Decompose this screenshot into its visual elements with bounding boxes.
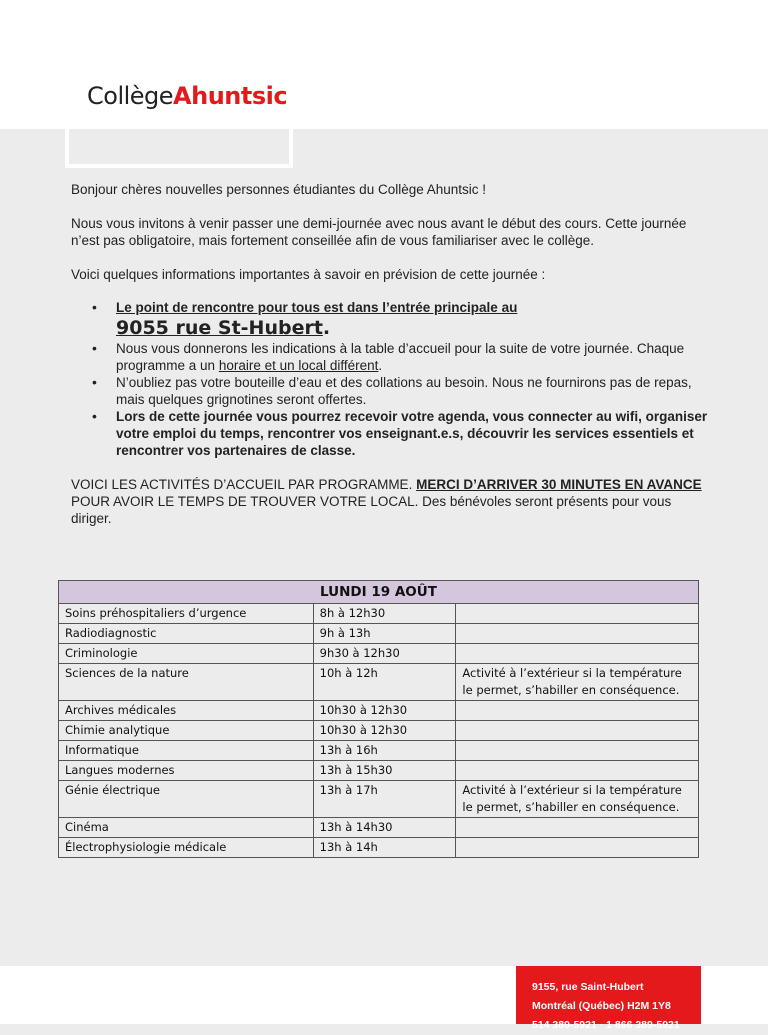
cell-note	[456, 624, 699, 644]
cell-time: 10h à 12h	[313, 664, 456, 701]
header-frame-decoration	[65, 126, 293, 168]
activities-part1: VOICI LES ACTIVITÉS D’ACCUEIL PAR PROGRAMME.	[71, 477, 417, 492]
address-text: 9055 rue St-Hubert	[116, 317, 323, 339]
arrive-early-notice: MERCI D’ARRIVER 30 MINUTES EN AVANCE	[416, 477, 702, 492]
cell-note	[456, 818, 699, 838]
cell-program: Génie électrique	[59, 781, 314, 818]
college-logo	[87, 80, 287, 112]
list-item	[71, 299, 711, 340]
table-row	[59, 604, 699, 624]
cell-program: Criminologie	[59, 644, 314, 664]
table-row	[59, 761, 699, 781]
table-row	[59, 624, 699, 644]
cell-note	[456, 838, 699, 858]
cell-note: Activité à l’extérieur si la température le permet, s’habiller en conséquence.	[456, 781, 699, 818]
activities-part2: POUR AVOIR LE TEMPS DE TROUVER VOTRE LOCAL. Des bénévoles seront présents pour vous diriger.	[71, 494, 672, 526]
cell-time: 13h à 14h30	[313, 818, 456, 838]
footer-phone: 514 389-5921 · 1 866 389-5921	[532, 1019, 680, 1031]
bullet4-text: Lors de cette journée vous pourrez recevoir votre agenda, vous connecter au wifi, organiser votre emploi du temps, rencontrer vos enseignant.e.s, découvrir les services essentiels et rencontrer vos partenaires de classe.	[116, 409, 708, 458]
schedule-table	[58, 580, 699, 858]
table-row	[59, 664, 699, 701]
cell-note	[456, 644, 699, 664]
cell-program: Archives médicales	[59, 701, 314, 721]
header	[0, 0, 768, 129]
cell-time: 10h30 à 12h30	[313, 721, 456, 741]
cell-time: 9h à 13h	[313, 624, 456, 644]
bullet2-part2: .	[378, 358, 383, 373]
table-row	[59, 721, 699, 741]
invitation-paragraph: Nous vous invitons à venir passer une demi-journée avec nous avant le début des cours. Cette journée n’est pas obligatoire, mais fortement conseillée afin de vous familiariser avec le collège.	[71, 216, 687, 248]
bullet2-part1: Nous vous donnerons les indications à la table d’accueil pour la suite de votre journée. Chaque programme a un	[116, 341, 685, 373]
table-row	[59, 644, 699, 664]
cell-time: 13h à 15h30	[313, 761, 456, 781]
meeting-point-text: Le point de rencontre pour tous est dans l’entrée principale au	[116, 300, 518, 315]
cell-program: Chimie analytique	[59, 721, 314, 741]
greeting: Bonjour chères nouvelles personnes étudiantes du Collège Ahuntsic !	[71, 182, 487, 197]
cell-note	[456, 721, 699, 741]
cell-program: Radiodiagnostic	[59, 624, 314, 644]
cell-note	[456, 701, 699, 721]
bullet3-text: N’oubliez pas votre bouteille d’eau et des collations au besoin. Nous ne fournirons pas de repas, mais quelques grignotines seront offertes.	[116, 375, 692, 407]
cell-program: Sciences de la nature	[59, 664, 314, 701]
cell-time: 13h à 17h	[313, 781, 456, 818]
footer-address-box	[516, 966, 701, 1031]
list-item	[71, 374, 711, 408]
cell-note	[456, 604, 699, 624]
schedule-link[interactable]: horaire et un local différent	[218, 358, 379, 373]
cell-note	[456, 761, 699, 781]
table-row	[59, 838, 699, 858]
cell-program: Informatique	[59, 741, 314, 761]
cell-time: 9h30 à 12h30	[313, 644, 456, 664]
letter-body	[71, 181, 711, 543]
footer-street: 9155, rue Saint-Hubert	[532, 981, 644, 993]
table-row	[59, 741, 699, 761]
footer-city: Montréal (Québec) H2M 1Y8	[532, 1000, 671, 1012]
cell-note: Activité à l’extérieur si la température le permet, s’habiller en conséquence.	[456, 664, 699, 701]
table-row	[59, 818, 699, 838]
schedule-rows	[59, 604, 699, 858]
cell-time: 8h à 12h30	[313, 604, 456, 624]
info-list	[71, 299, 711, 459]
address-period: .	[322, 317, 331, 339]
cell-program: Électrophysiologie médicale	[59, 838, 314, 858]
cell-program: Soins préhospitaliers d’urgence	[59, 604, 314, 624]
logo-part1: Collège	[87, 82, 174, 110]
cell-time: 10h30 à 12h30	[313, 701, 456, 721]
table-row	[59, 701, 699, 721]
cell-note	[456, 741, 699, 761]
logo-part2: Ahuntsic	[173, 82, 288, 110]
list-item	[71, 340, 711, 374]
cell-time: 13h à 14h	[313, 838, 456, 858]
schedule-title: LUNDI 19 AOÛT	[59, 581, 699, 604]
cell-program: Cinéma	[59, 818, 314, 838]
table-row	[59, 781, 699, 818]
meeting-address	[116, 317, 330, 339]
info-intro: Voici quelques informations importantes à savoir en prévision de cette journée :	[71, 267, 546, 282]
cell-time: 13h à 16h	[313, 741, 456, 761]
cell-program: Langues modernes	[59, 761, 314, 781]
activities-paragraph	[71, 476, 711, 527]
list-item	[71, 408, 711, 459]
